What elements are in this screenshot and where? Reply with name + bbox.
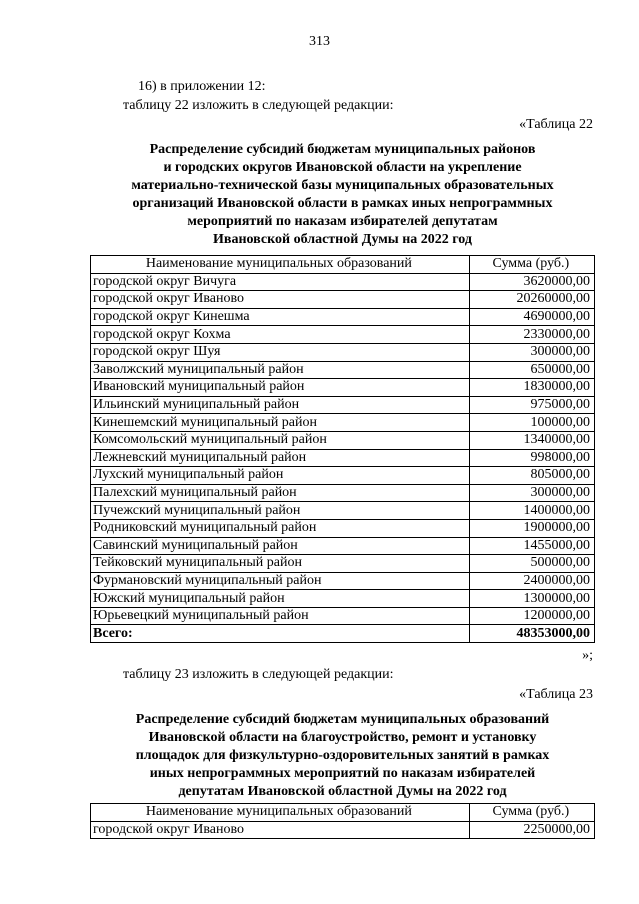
subsidy-sum: 2250000,00: [469, 821, 594, 839]
subsidy-sum: 805000,00: [469, 467, 594, 485]
municipality-name: Юрьевецкий муниципальный район: [91, 607, 470, 625]
table22-title-line: организаций Ивановской области в рамках иных непрограммных: [132, 196, 553, 211]
subsidy-sum: 100000,00: [469, 414, 594, 432]
municipality-name: Комсомольский муниципальный район: [91, 431, 470, 449]
municipality-name: городской округ Шуя: [91, 343, 470, 361]
municipality-name: Заволжский муниципальный район: [91, 361, 470, 379]
subsidy-sum: 4690000,00: [469, 308, 594, 326]
column-header-sum: Сумма (руб.): [469, 804, 594, 822]
subsidy-sum: 2400000,00: [469, 572, 594, 590]
table-row: [91, 821, 595, 839]
municipality-name: городской округ Иваново: [91, 291, 470, 309]
table-row: [91, 607, 595, 625]
table-row: [91, 484, 595, 502]
table23-title-line: площадок для физкультурно-оздоровительных занятий в рамках: [135, 748, 550, 763]
subsidy-sum: 3620000,00: [469, 273, 594, 291]
table-row: [91, 308, 595, 326]
table-row: [91, 326, 595, 344]
total-label: Всего:: [91, 625, 470, 643]
subsidy-sum: 20260000,00: [469, 291, 594, 309]
municipality-name: городской округ Кохма: [91, 326, 470, 344]
municipality-name: Лежневский муниципальный район: [91, 449, 470, 467]
table-row: [91, 273, 595, 291]
table-row: [91, 396, 595, 414]
table22-title-line: Ивановской областной Думы на 2022 год: [213, 232, 472, 247]
municipality-name: Ивановский муниципальный район: [91, 379, 470, 397]
table-row: [91, 414, 595, 432]
municipality-name: Палехский муниципальный район: [91, 484, 470, 502]
subsidy-sum: 998000,00: [469, 449, 594, 467]
subsidy-sum: 1200000,00: [469, 607, 594, 625]
table-row: [91, 467, 595, 485]
table23-title-line: Ивановской области на благоустройство, ремонт и установку: [148, 730, 537, 745]
table-row: [91, 590, 595, 608]
table23-title-line: иных непрограммных мероприятий по наказам избирателей: [149, 766, 536, 781]
municipality-name: городской округ Вичуга: [91, 273, 470, 291]
municipality-name: Фурмановский муниципальный район: [91, 572, 470, 590]
municipality-name: Южский муниципальный район: [91, 590, 470, 608]
subsidy-sum: 1300000,00: [469, 590, 594, 608]
subsidy-sum: 2330000,00: [469, 326, 594, 344]
subsidy-sum: 500000,00: [469, 555, 594, 573]
table-header-row: [91, 256, 595, 274]
subsidy-sum: 300000,00: [469, 343, 594, 361]
table-row: [91, 449, 595, 467]
page-number: 313: [309, 34, 330, 49]
table22-title-line: мероприятий по наказам избирателей депутатам: [187, 214, 498, 229]
table22-body: [91, 273, 595, 625]
column-header-name: Наименование муниципальных образований: [91, 256, 470, 274]
subsidy-sum: 1830000,00: [469, 379, 594, 397]
table-row: [91, 519, 595, 537]
municipality-name: городской округ Иваново: [91, 821, 470, 839]
table-row: [91, 291, 595, 309]
table22-closing: »;: [582, 648, 593, 663]
total-row: [91, 625, 595, 643]
table-row: [91, 555, 595, 573]
subsidy-sum: 1400000,00: [469, 502, 594, 520]
subsidy-sum: 1340000,00: [469, 431, 594, 449]
intro-line-2: таблицу 22 изложить в следующей редакции:: [123, 98, 394, 113]
column-header-name: Наименование муниципальных образований: [91, 804, 470, 822]
table23-intro: таблицу 23 изложить в следующей редакции:: [123, 667, 394, 682]
table23-label: «Таблица 23: [519, 687, 593, 702]
table-row: [91, 431, 595, 449]
table-row: [91, 343, 595, 361]
subsidy-sum: 300000,00: [469, 484, 594, 502]
table-header-row: [91, 804, 595, 822]
municipality-name: Ильинский муниципальный район: [91, 396, 470, 414]
municipality-name: Родниковский муниципальный район: [91, 519, 470, 537]
municipality-name: Лухский муниципальный район: [91, 467, 470, 485]
table-row: [91, 572, 595, 590]
table22-title: [90, 141, 595, 249]
municipality-name: Савинский муниципальный район: [91, 537, 470, 555]
subsidy-sum: 650000,00: [469, 361, 594, 379]
municipality-name: Тейковский муниципальный район: [91, 555, 470, 573]
table22: [90, 255, 595, 643]
subsidy-sum: 975000,00: [469, 396, 594, 414]
table23-body: [91, 821, 595, 839]
table22-title-line: и городских округов Ивановской области на укрепление: [163, 160, 522, 175]
subsidy-sum: 1455000,00: [469, 537, 594, 555]
intro-line-1: 16) в приложении 12:: [138, 79, 266, 94]
table23-title-line: Распределение субсидий бюджетам муниципальных образований: [135, 712, 550, 727]
total-sum: 48353000,00: [469, 625, 594, 643]
subsidy-sum: 1900000,00: [469, 519, 594, 537]
table-row: [91, 537, 595, 555]
table23-title-line: депутатам Ивановской областной Думы на 2022 год: [178, 784, 507, 799]
table23: [90, 803, 595, 839]
table-row: [91, 361, 595, 379]
column-header-sum: Сумма (руб.): [469, 256, 594, 274]
municipality-name: городской округ Кинешма: [91, 308, 470, 326]
municipality-name: Пучежский муниципальный район: [91, 502, 470, 520]
municipality-name: Кинешемский муниципальный район: [91, 414, 470, 432]
table22-label: «Таблица 22: [519, 117, 593, 132]
table23-title: [90, 711, 595, 801]
table22-title-line: Распределение субсидий бюджетам муниципальных районов: [149, 142, 536, 157]
table-row: [91, 502, 595, 520]
table22-title-line: материально-технической базы муниципальных образовательных: [131, 178, 554, 193]
table-row: [91, 379, 595, 397]
